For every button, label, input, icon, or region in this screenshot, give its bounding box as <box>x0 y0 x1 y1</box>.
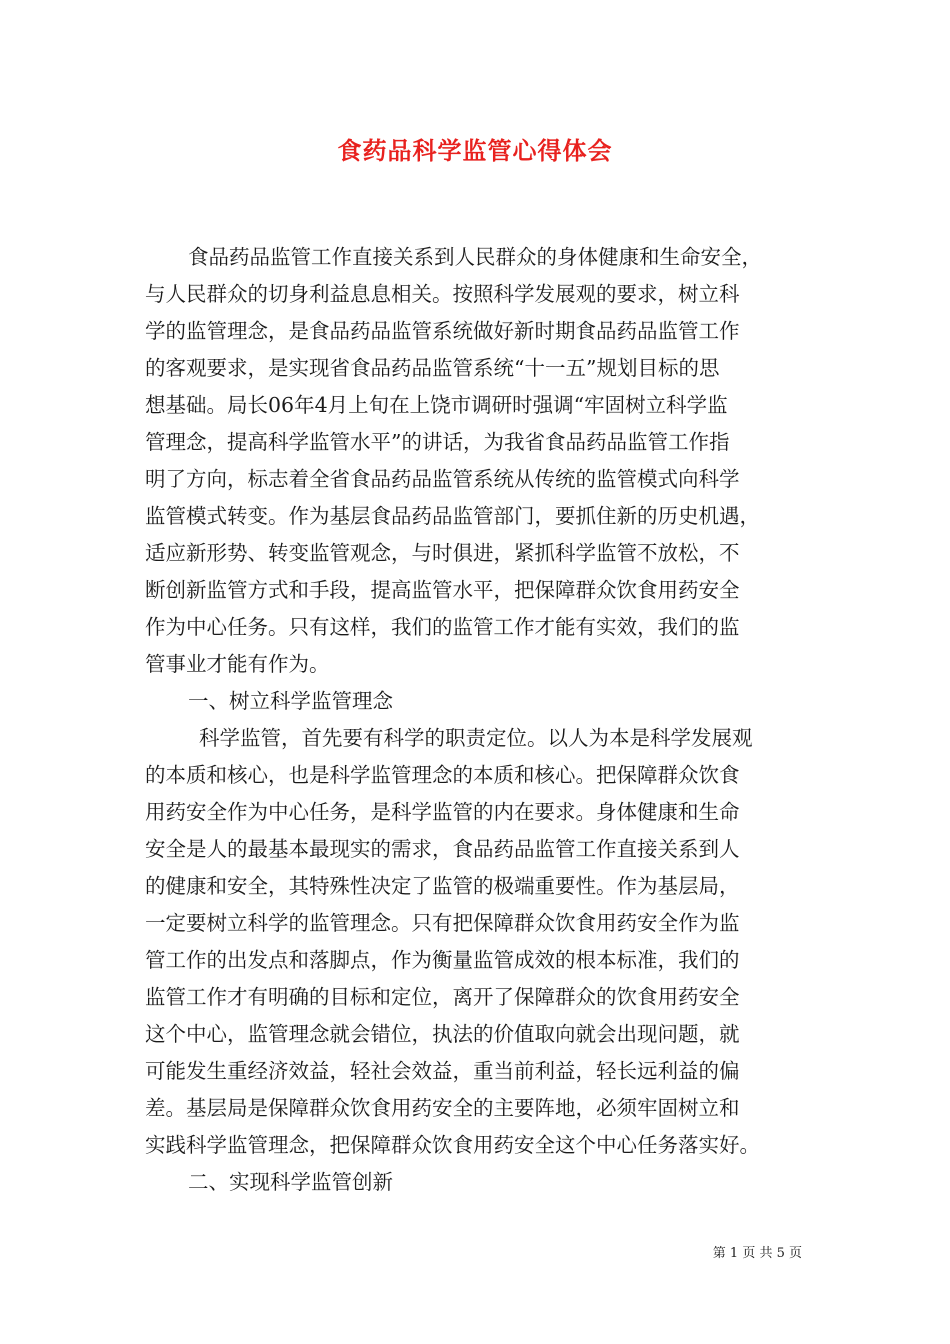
body-line: 作为中心任务。只有这样，我们的监管工作才能有实效，我们的监 <box>145 615 740 639</box>
body-line: 明了方向，标志着全省食品药品监管系统从传统的监管模式向科学 <box>145 467 740 491</box>
section-heading: 二、实现科学监管创新 <box>188 1170 393 1194</box>
body-line: 食品药品监管工作直接关系到人民群众的身体健康和生命安全， <box>188 245 762 269</box>
body-line: 学的监管理念，是食品药品监管系统做好新时期食品药品监管工作 <box>145 319 740 343</box>
body-line: 适应新形势、转变监管观念，与时俱进，紧抓科学监管不放松，不 <box>145 541 740 565</box>
body-line: 实践科学监管理念，把保障群众饮食用药安全这个中心任务落实好。 <box>145 1133 760 1157</box>
body-line: 与人民群众的切身利益息息相关。按照科学发展观的要求，树立科 <box>145 282 740 306</box>
body-line: 断创新监管方式和手段，提高监管水平，把保障群众饮食用药安全 <box>145 578 740 602</box>
body-line: 一定要树立科学的监管理念。只有把保障群众饮食用药安全作为监 <box>145 911 740 935</box>
body-line: 管工作的出发点和落脚点，作为衡量监管成效的根本标准，我们的 <box>145 948 740 972</box>
section-heading: 一、树立科学监管理念 <box>188 689 393 713</box>
body-line: 用药安全作为中心任务，是科学监管的内在要求。身体健康和生命 <box>145 800 740 824</box>
body-line: 监管工作才有明确的目标和定位，离开了保障群众的饮食用药安全 <box>145 985 740 1009</box>
body-line: 监管模式转变。作为基层食品药品监管部门，要抓住新的历史机遇， <box>145 504 760 528</box>
body-line: 差。基层局是保障群众饮食用药安全的主要阵地，必须牢固树立和 <box>145 1096 740 1120</box>
body-line: 科学监管，首先要有科学的职责定位。以人为本是科学发展观 <box>199 726 753 750</box>
body-line: 的客观要求，是实现省食品药品监管系统“十一五”规划目标的思 <box>145 356 720 380</box>
body-line: 这个中心，监管理念就会错位，执法的价值取向就会出现问题，就 <box>145 1022 740 1046</box>
body-line: 可能发生重经济效益，轻社会效益，重当前利益，轻长远利益的偏 <box>145 1059 740 1083</box>
body-line: 的本质和核心，也是科学监管理念的本质和核心。把保障群众饮食 <box>145 763 740 787</box>
body-line: 管事业才能有作为。 <box>145 652 330 676</box>
body-line: 想基础。局长06年4月上旬在上饶市调研时强调“牢固树立科学监 <box>145 393 728 417</box>
page-number-footer: 第 1 页 共 5 页 <box>712 1246 802 1261</box>
body-line: 的健康和安全，其特殊性决定了监管的极端重要性。作为基层局， <box>145 874 740 898</box>
page-title: 食药品科学监管心得体会 <box>337 136 613 165</box>
body-line: 安全是人的最基本最现实的需求，食品药品监管工作直接关系到人 <box>145 837 740 861</box>
body-line: 管理念，提高科学监管水平”的讲话，为我省食品药品监管工作指 <box>145 430 730 454</box>
